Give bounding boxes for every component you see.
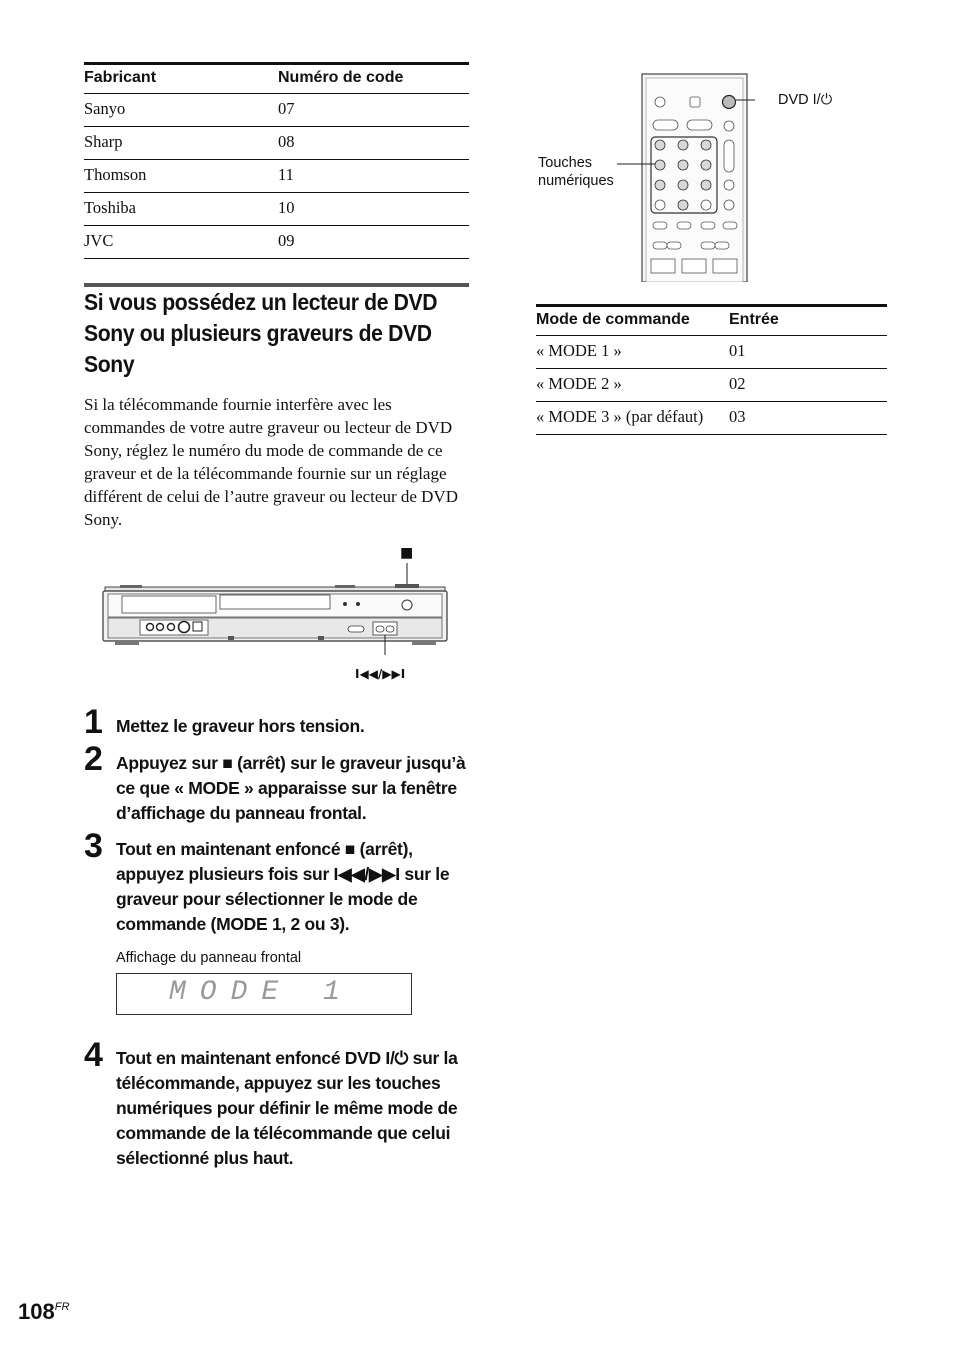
table-row	[84, 226, 469, 259]
step-number: 4	[84, 1036, 103, 1074]
table-header-row	[84, 64, 469, 94]
table-cell: 11	[278, 160, 469, 193]
page-footer	[18, 1299, 69, 1325]
column-header: Entrée	[729, 306, 887, 336]
table-cell: 07	[278, 94, 469, 127]
table-cell: JVC	[84, 226, 278, 259]
table-cell: « MODE 2 »	[536, 369, 729, 402]
table-cell: Sharp	[84, 127, 278, 160]
numeric-keys-label-line: Touches	[538, 155, 593, 171]
table-cell: 03	[729, 402, 887, 435]
numeric-keys-label	[538, 154, 614, 190]
table-row	[84, 94, 469, 127]
step-instruction: Mettez le graveur hors tension.	[116, 716, 365, 736]
numeric-keys-label-line: numériques	[538, 173, 614, 189]
step-number: 1	[84, 703, 103, 741]
table-cell: 10	[278, 193, 469, 226]
front-panel-caption: Affichage du panneau frontal	[116, 950, 302, 966]
skip-buttons-label: I◀◀/▶▶I	[355, 667, 406, 681]
mode-table-wrap	[536, 304, 887, 435]
table-header-row	[536, 306, 887, 336]
table-row	[536, 336, 887, 369]
column-header: Numéro de code	[278, 64, 469, 94]
page-language: FR	[54, 1301, 70, 1313]
section-paragraph: Si la télécommande fournie interfère avec les commandes de votre autre graveur ou lecteur de DVD Sony, réglez le numéro du mode de commande de ce graveur et de la télécommande fournie sur un réglage différent de celui de l’autre graveur ou lecteur de DVD Sony.	[84, 395, 458, 529]
column-header: Mode de commande	[536, 306, 729, 336]
step-instruction: Tout en maintenant enfoncé ■ (arrêt), appuyez plusieurs fois sur I◀◀/▶▶I sur le graveur pour sélectionner le mode de commande (MODE 1, 2 ou 3).	[116, 839, 450, 934]
section-title-line: Sony ou plusieurs graveurs de DVD	[84, 320, 432, 346]
mode-table	[536, 304, 887, 435]
page-number: 108	[18, 1299, 55, 1324]
table-cell: 08	[278, 127, 469, 160]
table-cell: Toshiba	[84, 193, 278, 226]
table-row	[84, 160, 469, 193]
table-cell: Thomson	[84, 160, 278, 193]
table-cell: 01	[729, 336, 887, 369]
table-row	[536, 369, 887, 402]
dvd-recorder-illustration	[100, 560, 450, 655]
table-cell: « MODE 3 » (par défaut)	[536, 402, 729, 435]
column-header: Fabricant	[84, 64, 278, 94]
section-title	[84, 287, 470, 380]
manufacturer-table	[84, 62, 469, 259]
table-cell: « MODE 1 »	[536, 336, 729, 369]
front-panel-display-text: MODE 1	[169, 977, 354, 1008]
table-row	[536, 402, 887, 435]
manufacturer-table-wrap	[84, 62, 469, 259]
remote-control-illustration	[615, 72, 755, 282]
table-cell: 09	[278, 226, 469, 259]
dvd-power-label: DVD I/⏻	[778, 92, 833, 108]
section-title-line: Sony	[84, 351, 135, 377]
table-row	[84, 193, 469, 226]
table-cell: Sanyo	[84, 94, 278, 127]
stop-button-label: ■	[400, 545, 414, 561]
step-number: 2	[84, 740, 103, 778]
step-instruction: Appuyez sur ■ (arrêt) sur le graveur jusqu’à ce que « MODE » apparaisse sur la fenêtre d’affichage du panneau frontal.	[116, 753, 466, 823]
table-row	[84, 127, 469, 160]
step-number: 3	[84, 827, 103, 865]
step-instruction: Tout en maintenant enfoncé DVD I/⏻ sur la télécommande, appuyez sur les touches numériques pour définir le même mode de commande de la télécommande que celui sélectionné plus haut.	[116, 1048, 458, 1168]
table-cell: 02	[729, 369, 887, 402]
section-title-line: Si vous possédez un lecteur de DVD	[84, 289, 438, 315]
front-panel-display	[116, 973, 412, 1015]
